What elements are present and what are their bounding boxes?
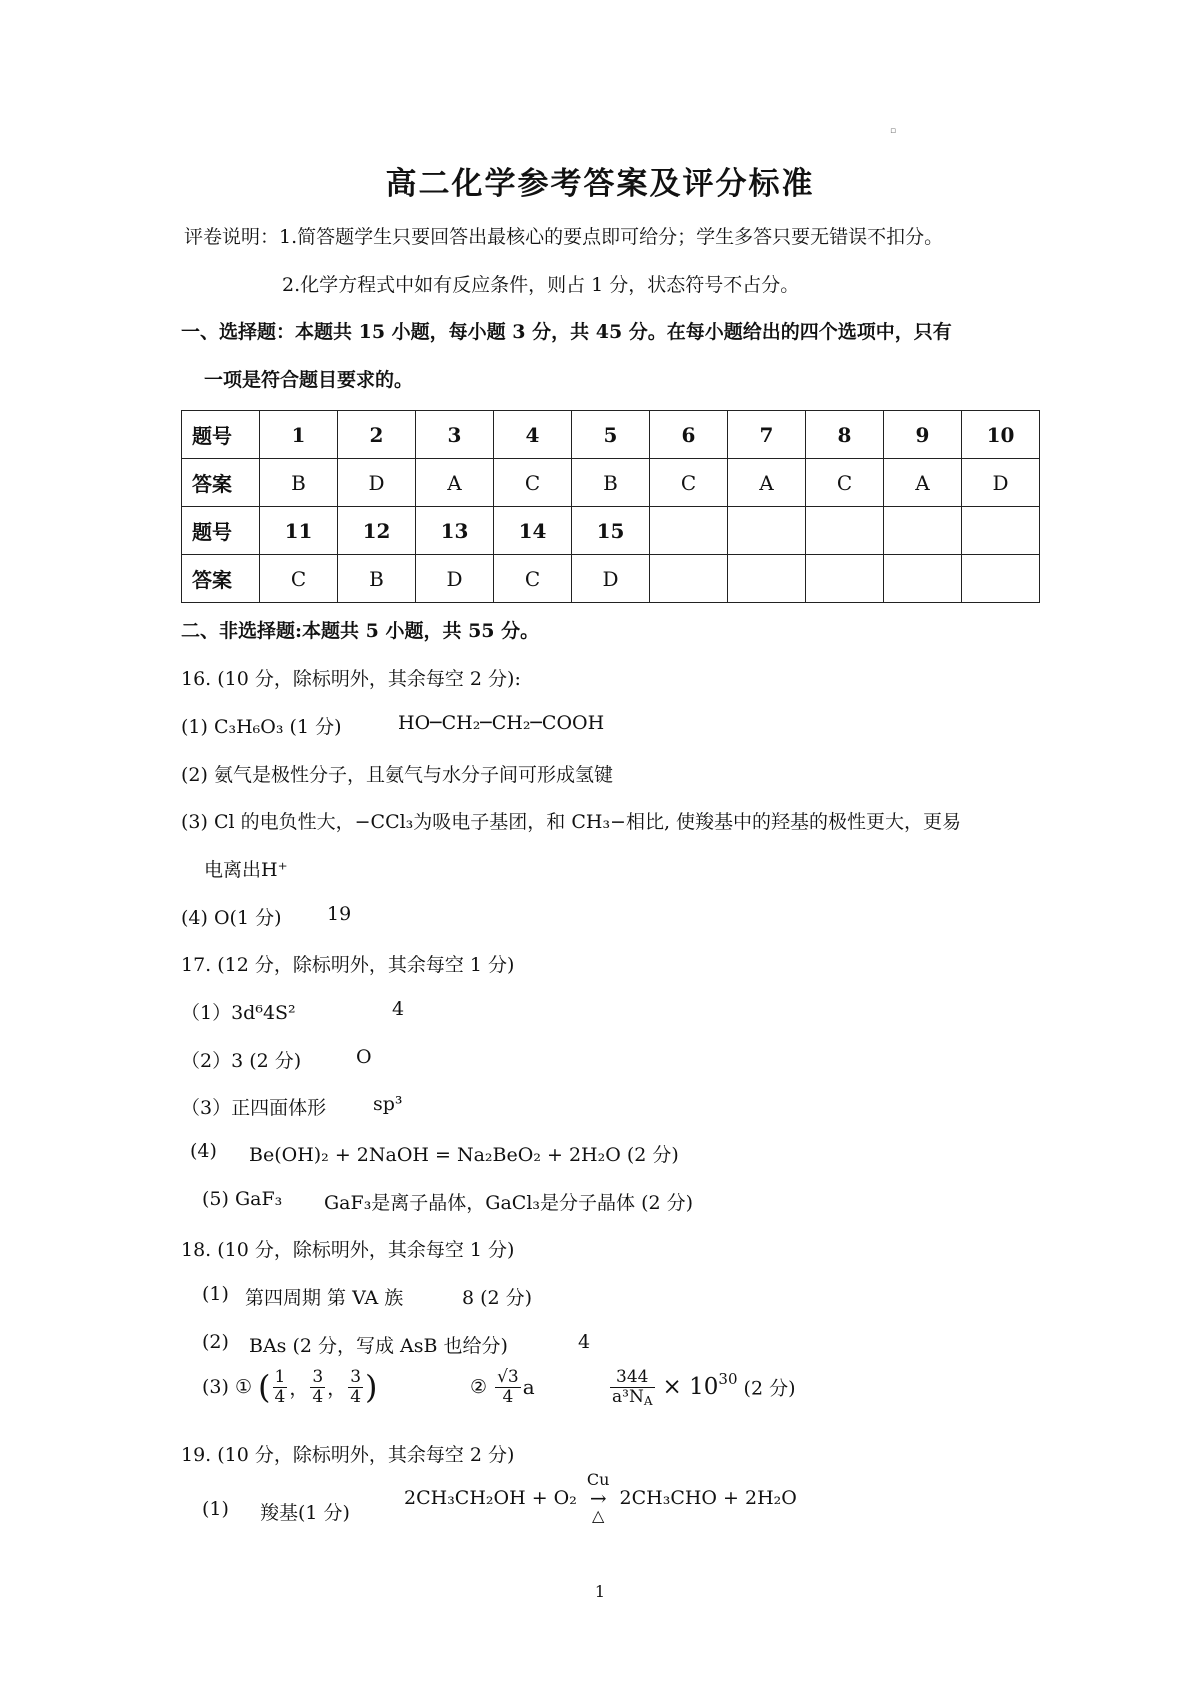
q18-answer-1: 第四周期 第 VA 族 [245,1287,404,1309]
section1-heading-line1: 一、选择题：本题共 15 小题，每小题 3 分，共 45 分。在每小题给出的四个选项中，只有 [181,321,952,343]
open-paren: ( [258,1368,271,1407]
table-cell: C [494,555,572,603]
section1-heading-line2: 一项是符合题目要求的。 [204,369,414,391]
grading-note-1 [184,222,943,249]
q18-answer-3-label: (3) ① [202,1376,252,1399]
q17-answer-3-value: sp³ [373,1093,403,1115]
denominator: 4 [350,1386,362,1407]
page-title: 高二化学参考答案及评分标准 [385,166,815,202]
q16-answer-1 [181,712,341,739]
table-cell: B [572,459,650,507]
table-row [182,459,1040,507]
q18-answer-3-part2 [470,1368,535,1406]
table-cell: 9 [884,411,962,459]
equation-left: 2CH₃CH₂OH + O₂ [404,1487,577,1509]
table-cell [962,507,1040,555]
table-cell [650,555,728,603]
table-cell: D [962,459,1040,507]
table-cell: 13 [416,507,494,555]
table-cell: C [650,459,728,507]
scan-dot: ▫ [890,126,897,136]
table-cell: 15 [572,507,650,555]
table-cell: 5 [572,411,650,459]
denominator: 4 [274,1386,286,1407]
q16-answer-3-line2: 电离出H⁺ [204,859,288,881]
q17-answer-3: （3）正四面体形 [181,1097,327,1119]
denominator-text: a³N [612,1386,644,1407]
q18-answer-1-label: (1) [202,1283,229,1305]
table-cell: D [338,459,416,507]
denominator: 4 [312,1386,324,1407]
table-cell [728,507,806,555]
table-cell: 1 [260,411,338,459]
row-label: 题号 [182,507,260,555]
row-label: 答案 [182,459,260,507]
catalyst: Cu [586,1470,610,1489]
table-cell: D [572,555,650,603]
variable-a: a [522,1375,535,1400]
fraction [348,1368,363,1406]
q16-answer-4: (4) O(1 分) [181,907,282,929]
table-row [182,507,1040,555]
q18-answer-2: BAs (2 分，写成 AsB 也给分) [249,1335,508,1357]
numerator: 344 [610,1368,655,1388]
arrow-icon: → [589,1486,607,1510]
score: (2 分) [743,1377,796,1400]
q16-answer-4-value: 19 [327,903,352,925]
exponent: 30 [718,1370,738,1389]
table-cell: B [338,555,416,603]
numerator: 3 [350,1367,362,1387]
q16-answer-1-structure: HO─CH₂─CH₂─COOH [398,712,605,734]
table-cell: D [416,555,494,603]
q19-heading: 19. (10 分，除标明外，其余每空 2 分) [181,1444,515,1466]
row-label: 答案 [182,555,260,603]
q17-answer-5: GaF₃是离子晶体，GaCl₃是分子晶体 (2 分) [324,1192,694,1214]
table-cell: 6 [650,411,728,459]
table-cell [728,555,806,603]
table-cell: 7 [728,411,806,459]
q16-answer-1-formula: C₃H₆O₃ (1 分) [213,716,342,738]
numerator: 1 [274,1367,286,1387]
q17-answer-4-label: (4) [190,1140,217,1162]
q19-answer-1: 羧基(1 分) [260,1502,350,1524]
grading-note-2: 2.化学方程式中如有反应条件，则占 1 分，状态符号不占分。 [282,274,800,296]
q17-answer-4: Be(OH)₂ + 2NaOH = Na₂BeO₂ + 2H₂O (2 分) [249,1144,679,1166]
table-cell [884,555,962,603]
q17-answer-1-value: 4 [392,998,405,1020]
answer-table [181,410,1040,603]
table-cell: 14 [494,507,572,555]
table-cell: B [260,459,338,507]
q19-answer-1-label: (1) [202,1498,229,1520]
table-cell [806,555,884,603]
denominator: 4 [502,1386,514,1407]
q16-heading: 16. (10 分，除标明外，其余每空 2 分): [181,668,521,690]
table-cell: 3 [416,411,494,459]
grading-note-text-1: 1.简答题学生只要回答出最核心的要点即可给分；学生多答只要无错误不扣分。 [279,226,944,248]
fraction [273,1368,288,1406]
table-cell [806,507,884,555]
table-cell: 8 [806,411,884,459]
table-row [182,555,1040,603]
table-cell: 10 [962,411,1040,459]
table-cell: C [806,459,884,507]
q16-answer-2: (2) 氨气是极性分子，且氨气与水分子间可形成氢键 [181,764,613,786]
table-cell: 4 [494,411,572,459]
table-row [182,411,1040,459]
multiplier: × 10 [662,1374,719,1401]
table-cell: A [416,459,494,507]
heat-icon: △ [592,1506,605,1525]
numerator: √3 [497,1367,519,1387]
table-cell: A [884,459,962,507]
table-cell [962,555,1040,603]
q18-answer-2-value: 4 [578,1331,591,1353]
table-cell: 12 [338,507,416,555]
q16-answer-3-line1: (3) Cl 的电负性大，−CCl₃为吸电子基团，和 CH₃−相比, 使羧基中的羟基的极性更大，更易 [181,811,962,833]
row-label: 题号 [182,411,260,459]
table-cell [884,507,962,555]
denominator [610,1388,655,1407]
section2-heading: 二、非选择题:本题共 5 小题，共 55 分。 [181,620,540,642]
reaction-arrow [587,1472,610,1524]
q17-heading: 17. (12 分，除标明外，其余每空 1 分) [181,954,515,976]
fraction [310,1368,325,1406]
table-cell [650,507,728,555]
table-cell: C [260,555,338,603]
q18-answer-3: (3) ① ( $\frac{1}{4}$ ， $\frac{3}{4}$ ， $\frac{3}{4}$ ) [202,1367,378,1407]
table-cell: C [494,459,572,507]
q17-answer-2-value: O [356,1046,372,1068]
grading-note-label: 评卷说明： [184,226,280,248]
fraction [610,1368,655,1406]
q18-answer-1-value: 8 (2 分) [462,1287,533,1309]
circled-2: ② [470,1376,488,1399]
q17-answer-2: （2）3 (2 分) [181,1050,302,1072]
table-cell: A [728,459,806,507]
subscript: A [643,1393,653,1408]
q19-equation [404,1472,797,1524]
numerator: 3 [312,1367,324,1387]
equation-right: 2CH₃CHO + 2H₂O [619,1487,797,1509]
q18-heading: 18. (10 分，除标明外，其余每空 1 分) [181,1239,515,1261]
q18-answer-2-label: (2) [202,1331,229,1353]
table-cell: 11 [260,507,338,555]
q17-answer-1: （1）3d⁶4S² [181,1002,296,1024]
q16-answer-1-label: (1) [181,716,214,738]
page-number: 1 [594,1582,606,1601]
close-paren: ) [365,1368,378,1407]
q18-answer-3-density [608,1368,796,1406]
table-cell: 2 [338,411,416,459]
q17-answer-5-label: (5) GaF₃ [202,1188,283,1210]
fraction [495,1368,521,1406]
